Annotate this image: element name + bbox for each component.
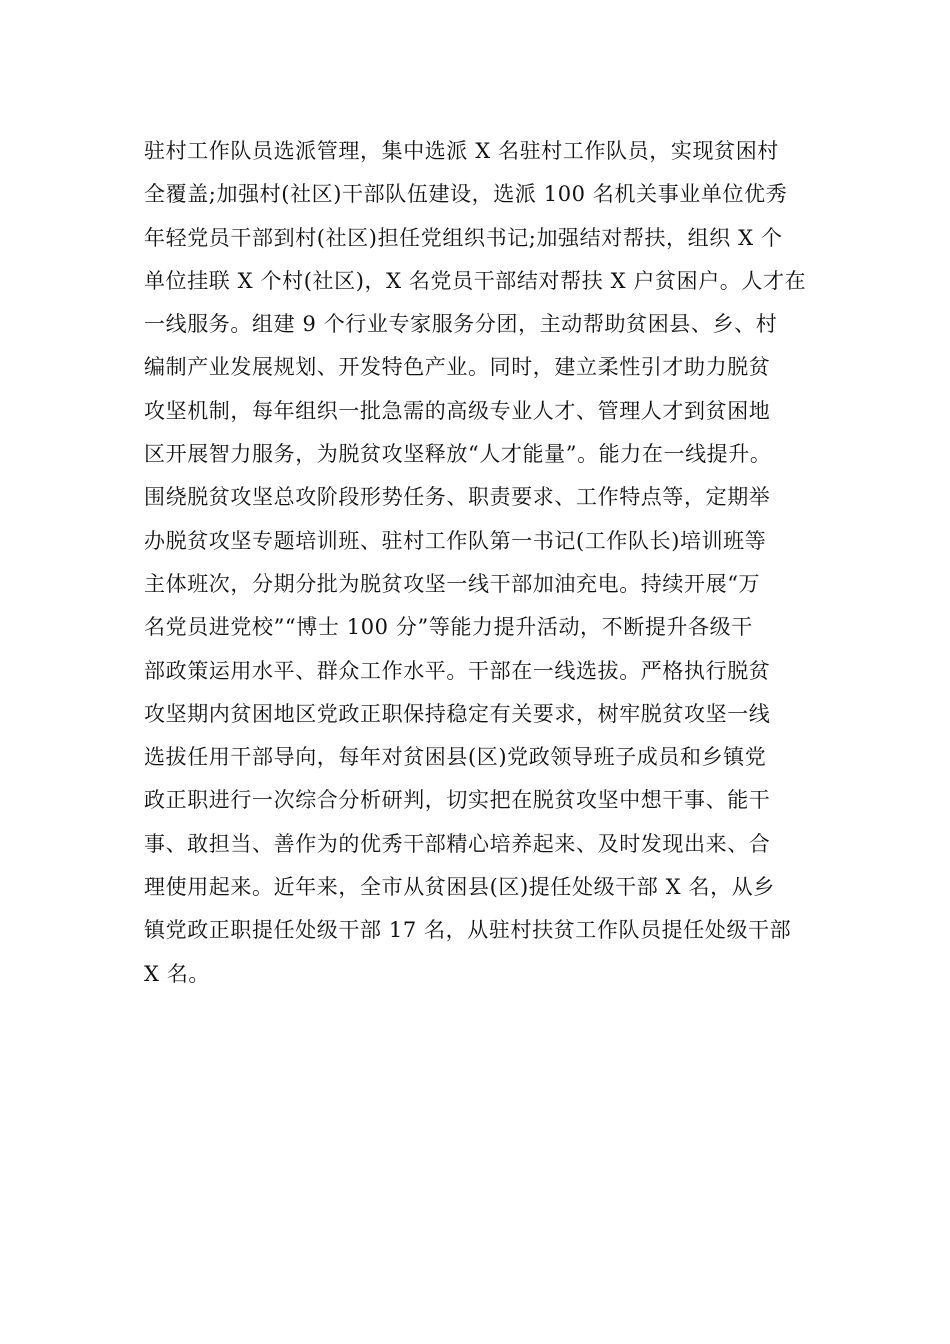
text-line: 部政策运用水平、群众工作水平。干部在一线选拔。严格执行脱贫 xyxy=(144,658,771,683)
text-line: 全覆盖;加强村(社区)干部队伍建设，选派 100 名机关事业单位优秀 xyxy=(144,182,788,207)
text-line: 年轻党员干部到村(社区)担任党组织书记;加强结对帮扶，组织 X 个 xyxy=(144,225,783,250)
text-line: 办脱贫攻坚专题培训班、驻村工作队第一书记(工作队长)培训班等 xyxy=(144,528,767,553)
text-line: 镇党政正职提任处级干部 17 名，从驻村扶贫工作队员提任处级干部 xyxy=(144,918,792,943)
text-line: 一线服务。组建 9 个行业专家服务分团，主动帮助贫困县、乡、村 xyxy=(144,312,778,337)
body-text xyxy=(144,130,824,996)
text-line: 事、敢担当、善作为的优秀干部精心培养起来、及时发现出来、合 xyxy=(144,831,771,856)
text-line: 围绕脱贫攻坚总攻阶段形势任务、职责要求、工作特点等，定期举 xyxy=(144,485,771,510)
text-line: 攻坚机制，每年组织一批急需的高级专业人才、管理人才到贫困地 xyxy=(144,398,771,423)
text-line: 理使用起来。近年来，全市从贫困县(区)提任处级干部 X 名，从乡 xyxy=(144,875,775,900)
text-line: 单位挂联 X 个村(社区)，X 名党员干部结对帮扶 X 户贫困户。人才在 xyxy=(144,268,807,293)
text-line: 选拔任用干部导向，每年对贫困县(区)党政领导班子成员和乡镇党 xyxy=(144,745,767,770)
text-line: 主体班次，分期分批为脱贫攻坚一线干部加油充电。持续开展“万 xyxy=(144,571,761,596)
text-line: 政正职进行一次综合分析研判，切实把在脱贫攻坚中想干事、能干 xyxy=(144,788,771,813)
text-line: X 名。 xyxy=(144,961,211,986)
text-line: 编制产业发展规划、开发特色产业。同时，建立柔性引才助力脱贫 xyxy=(144,355,771,380)
text-line: 攻坚期内贫困地区党政正职保持稳定有关要求，树牢脱贫攻坚一线 xyxy=(144,701,771,726)
text-line: 驻村工作队员选派管理，集中选派 X 名驻村工作队员，实现贫困村 xyxy=(144,139,779,163)
text-line: 区开展智力服务，为脱贫攻坚释放“人才能量”。能力在一线提升。 xyxy=(144,442,772,467)
text-line: 名党员进党校”“博士 100 分”等能力提升活动，不断提升各级干 xyxy=(144,615,753,640)
